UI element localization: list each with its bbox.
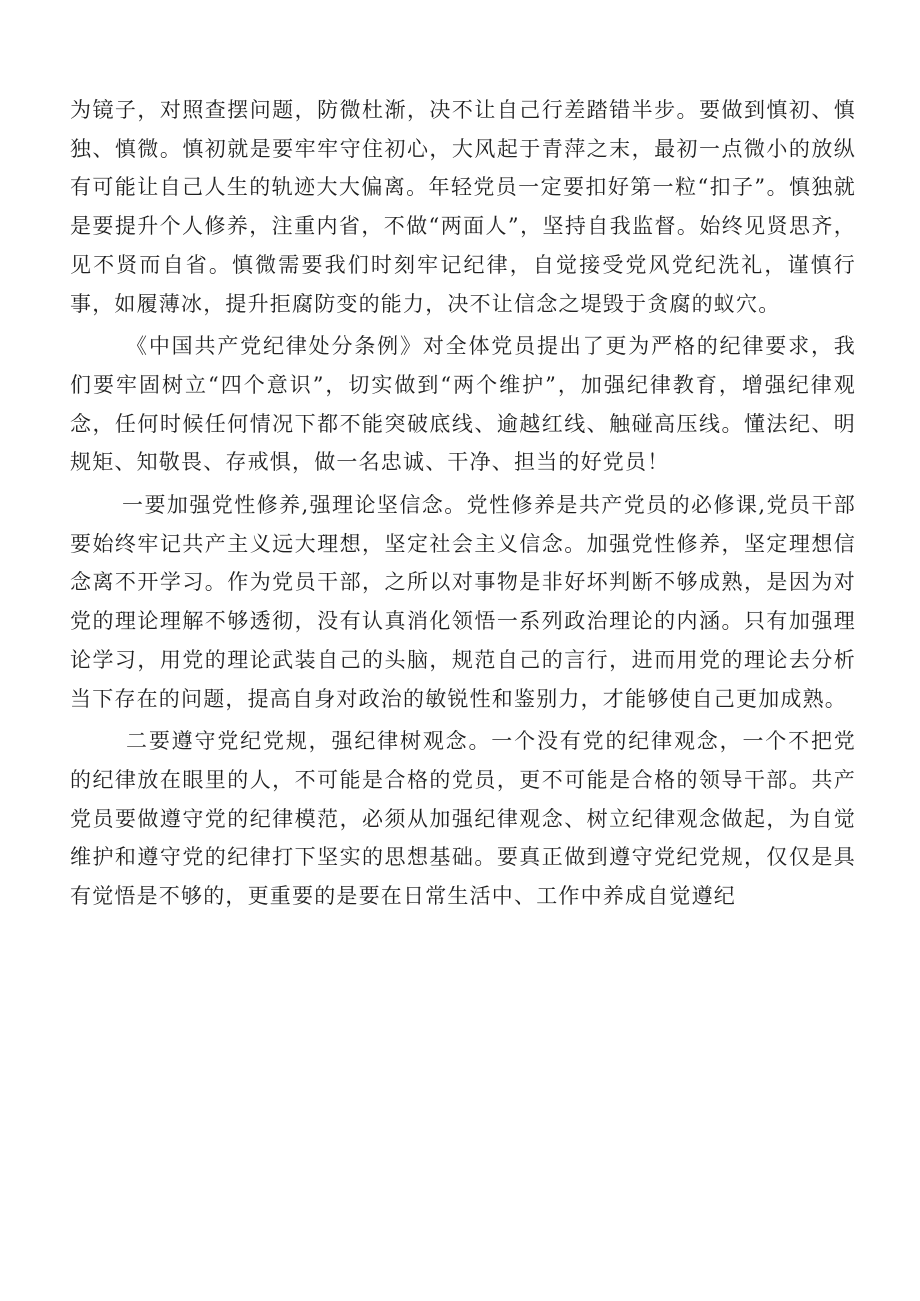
paragraph-party-spirit: 一要加强党性修养,强理论坚信念。党性修养是共产党员的必修课,党员干部要始终牢记共产主义远大理想，坚定社会主义信念。加强党性修养，坚定理想信念离不开学习。作为党员干部，之所以对事物是非好坏判断不够成熟，是因为对党的理论理解不够透彻，没有认真消化领悟一系列政治理论的内涵。只有加强理论学习，用党的理论武装自己的头脑，规范自己的言行，进而用党的理论去分析当下存在的问题，提高自身对政治的敏锐性和鉴别力，才能够使自己更加成熟。 — [70, 493, 856, 711]
paragraph-continuation: 为镜子，对照查摆问题，防微杜渐，决不让自己行差踏错半步。要做到慎初、慎独、慎微。慎初就是要牢牢守住初心，大风起于青萍之末，最初一点微小的放纵有可能让自己人生的轨迹大大偏离。年轻党员一定要扣好第一粒“扣子”。慎独就是要提升个人修养，注重内省，不做“两面人”，坚持自我监督。始终见贤思齐，见不贤而自省。慎微需要我们时刻牢记纪律，自觉接受党风党纪洗礼，谨慎行事，如履薄冰，提升拒腐防变的能力，决不让信念之堤毁于贪腐的蚁穴。 — [70, 98, 856, 316]
paragraph-regulations: 《中国共产党纪律处分条例》对全体党员提出了更为严格的纪律要求，我们要牢固树立“四个意识”，切实做到“两个维护”，加强纪律教育，增强纪律观念，任何时候任何情况下都不能突破底线、逾越红线、触碰高压线。懂法纪、明规矩、知敬畏、存戒惧，做一名忠诚、干净、担当的好党员！ — [70, 334, 856, 475]
paragraph-party-discipline: 二要遵守党纪党规，强纪律树观念。一个没有党的纪律观念，一个不把党的纪律放在眼里的人，不可能是合格的党员，更不可能是合格的领导干部。共产党员要做遵守党的纪律模范，必须从加强纪律观念、树立纪律观念做起，为自觉维护和遵守党的纪律打下坚实的思想基础。要真正做到遵守党纪党规，仅仅是具有觉悟是不够的，更重要的是要在日常生活中、工作中养成自觉遵纪 — [70, 729, 856, 909]
